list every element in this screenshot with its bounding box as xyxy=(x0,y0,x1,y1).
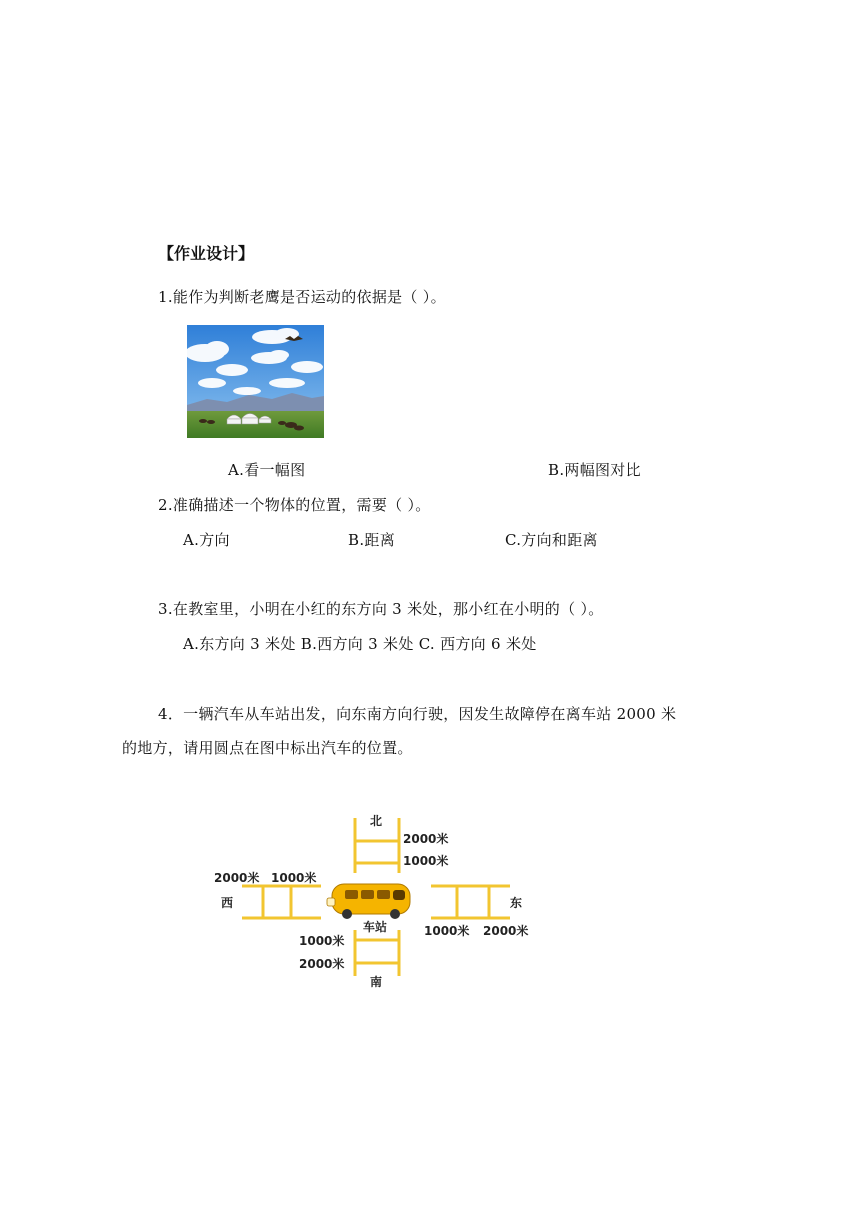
label-n-2000: 2000米 xyxy=(403,832,449,846)
question-4-line-2: 的地方，请用圆点在图中标出汽车的位置。 xyxy=(122,739,413,757)
label-w-1000: 1000米 xyxy=(271,871,317,885)
q2-option-b: B.距离 xyxy=(348,531,395,549)
label-west: 西 xyxy=(221,896,234,910)
direction-map xyxy=(205,808,545,993)
bus-icon xyxy=(327,884,410,919)
label-north: 北 xyxy=(370,814,383,828)
question-1: 1.能作为判断老鹰是否运动的依据是（ ）。 xyxy=(158,288,446,306)
label-e-2000: 2000米 xyxy=(483,924,529,938)
label-s-1000: 1000米 xyxy=(299,934,345,948)
label-east: 东 xyxy=(510,896,523,910)
question-2: 2.准确描述一个物体的位置，需要（ ）。 xyxy=(158,496,431,514)
label-s-2000: 2000米 xyxy=(299,957,345,971)
q3-options: A.东方向 3 米处 B.西方向 3 米处 C. 西方向 6 米处 xyxy=(183,635,537,653)
east-road xyxy=(431,886,510,918)
south-road xyxy=(355,930,399,976)
section-heading: 【作业设计】 xyxy=(158,244,255,263)
label-w-2000: 2000米 xyxy=(214,871,260,885)
q2-option-a: A.方向 xyxy=(183,531,230,549)
q2-option-c: C.方向和距离 xyxy=(505,531,598,549)
q1-option-a: A.看一幅图 xyxy=(228,461,306,479)
label-station: 车站 xyxy=(363,920,388,934)
label-e-1000: 1000米 xyxy=(424,924,470,938)
west-road xyxy=(242,886,321,918)
label-south: 南 xyxy=(370,975,383,989)
grassland-eagle-photo xyxy=(187,325,324,438)
question-3: 3.在教室里，小明在小红的东方向 3 米处，那小红在小明的（ ）。 xyxy=(158,600,604,618)
label-n-1000: 1000米 xyxy=(403,854,449,868)
question-4-line-1: 4．一辆汽车从车站出发，向东南方向行驶，因发生故障停在离车站 2000 米 xyxy=(158,705,677,723)
q1-option-b: B.两幅图对比 xyxy=(548,461,641,479)
